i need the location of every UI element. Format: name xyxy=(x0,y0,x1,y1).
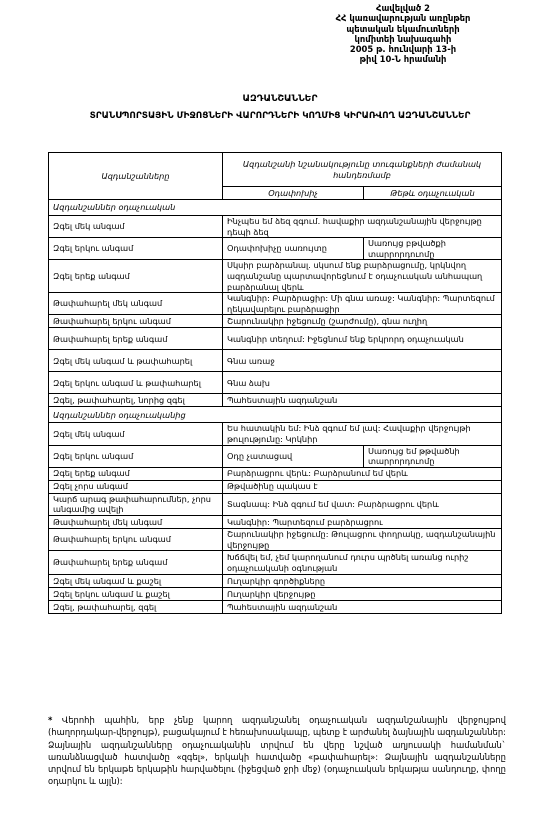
signal-cell: Թափահարել երկու անգամ xyxy=(49,315,223,328)
table-row xyxy=(49,528,502,550)
table-row xyxy=(49,445,502,467)
table-row xyxy=(49,588,502,601)
meaning-cell: Թթվածինը պակաս է xyxy=(223,480,502,493)
signal-cell: Զգել մեկ անգամ xyxy=(49,216,223,238)
meaning-cell: Պահեստային ազդանշան xyxy=(223,601,502,614)
meaning-cell: Խճճվել եմ, չեմ կարողանում դուրս պրծնել առանց ուրիշ օդաչուականի օգնության xyxy=(223,551,502,575)
appendix-line: կոմիտեի նախագահի xyxy=(354,33,452,44)
section-row xyxy=(49,407,502,423)
meaning-cell: Շարունակիր իջեցումը: Թուլացրու փողրակը, ազդանշանային վերջույթը xyxy=(223,528,502,550)
header-signals: Ազդանշանները xyxy=(49,153,223,200)
section-title: Ազդանշաններ օդաչուական xyxy=(49,200,502,216)
meaning-cell: Կանգնիր տեղում: Իջեցնում ենք երկրորդ օդաչուական xyxy=(223,328,502,350)
table-row xyxy=(49,216,502,238)
table-row xyxy=(49,575,502,588)
table-row xyxy=(49,493,502,515)
meaning-cell: Կանգնիր: Պարտեզում բարձրացրու xyxy=(223,515,502,528)
signal-cell: Զգել երեք անգամ xyxy=(49,467,223,480)
meaning-cell: Կանգնիր: Բարձրացիր: Մի գնա առաջ: Կանգնիր: Պարտեզում ղեկավարելու բարձրացիր xyxy=(223,293,502,315)
signal-cell: Զգել երկու անգամ xyxy=(49,238,223,260)
appendix-line: թիվ 10-Ն հրամանի xyxy=(359,54,447,65)
document-title: ԱԶԴԱՆՇԱՆՆԵՐ xyxy=(242,93,318,104)
header-sub-2: Թեթև օդաչուական xyxy=(364,187,502,200)
footnote-text: Վերոհի պահին, երբ չենք կարող ազդանշանել օդաչուական ազդանշանային վերջույթով (հաղորդակար-վերջույթ), բացակայում է հեռախոսակապը, պետք է արժանել ձայնային ազդանշաններ: Ձայնային ազդանշանները օդաչուականին տրվում են վերը նշված աղյուսակի համանման` առանձնացված հատվածը «զգել», երկակի հատվածը «թափահարել»: Ձայնային ազդանշանները տրվում են երկաթե երկաթին հարվածելու (իջեցված ջրի մեջ) (օդաչուական երկաթյա սանդուղք, փողը օդարկու և այլն): xyxy=(48,715,506,787)
signal-cell: Զգել երկու անգամ և թափահարել xyxy=(49,372,223,394)
signals-table xyxy=(48,152,502,614)
meaning-cell: Օդափոխիչը սառույտը xyxy=(223,238,364,260)
appendix-line: պետական եկամուտների xyxy=(346,23,460,34)
table-row xyxy=(49,423,502,445)
header-sub-1: Օդափոխիչ xyxy=(223,187,364,200)
signal-cell: Կարճ արագ թափահարումներ, չորս անգամից ավելի xyxy=(49,493,223,515)
footnote xyxy=(48,714,506,788)
meaning-cell-secondary: Սառույց եմ թթվածնի տարրորդուոմը xyxy=(364,445,502,467)
meaning-cell: Բարձրացրու վերև: Բարձրանում եմ վերև xyxy=(223,467,502,480)
meaning-cell: Գնա առաջ xyxy=(223,350,502,372)
document-subtitle: ՏՐԱՆՍՊՈՐՏԱՅԻՆ ՄԻՋՈՑՆԵՐԻ ՎԱՐՈՐԴՆԵՐԻ ԿՈՂՄԻՑ ԿԻՐԱՌՎՈՂ ԱԶԴԱՆՇԱՆՆԵՐ xyxy=(89,111,471,121)
meaning-cell: Շարունակիր իջեցումը (շարժումը), գնա ուղիղ xyxy=(223,315,502,328)
signal-cell: Զգել մեկ անգամ և թափահարել xyxy=(49,350,223,372)
section-title: Ազդանշաններ օդաչուականից xyxy=(49,407,502,423)
table-row xyxy=(49,328,502,350)
section-row xyxy=(49,200,502,216)
signal-cell: Զգել մեկ անգամ xyxy=(49,423,223,445)
signal-cell: Զգել երկու անգամ և քաշել xyxy=(49,588,223,601)
signal-cell: Զգել, թափահարել, զգել xyxy=(49,601,223,614)
appendix-line: ՀՀ կառավարության առընթեր xyxy=(335,13,471,24)
meaning-cell: Օդը չատացավ xyxy=(223,445,364,467)
signal-cell: Թափահարել երեք անգամ xyxy=(49,551,223,575)
table-row xyxy=(49,467,502,480)
table-row xyxy=(49,551,502,575)
signal-cell: Զգել երեք անգամ xyxy=(49,260,223,293)
table-row xyxy=(49,350,502,372)
meaning-cell: Ուղարկիր վերջույթը xyxy=(223,588,502,601)
table-row xyxy=(49,260,502,293)
table-row xyxy=(49,515,502,528)
signal-cell: Զգել մեկ անգամ և քաշել xyxy=(49,575,223,588)
header-meaning: Ազդանշանի նշանակությունը տուգանքների ժամանակ հանդեռմամբ xyxy=(223,153,502,187)
table-row xyxy=(49,480,502,493)
meaning-cell: Ես հատակին եմ: Ինձ զգում եմ լավ: Հավաքիր վերջույթի թուլությունը: Կրկնիր xyxy=(223,423,502,445)
meaning-cell: Սկսիր բարձրանալ. սկսում ենք բարձրացումը, կրկնվող ազդանշանը պարտավորեցնում է օդաչուական անհապաղ բարձրանալ վերև xyxy=(223,260,502,293)
signal-cell: Զգել, թափահարել, նորից զգել xyxy=(49,394,223,407)
meaning-cell: Ինչպես եմ ձեզ զգում. հավաքիր ազդանշանային վերջույթը դեպի ձեզ xyxy=(223,216,502,238)
signal-cell: Թափահարել մեկ անգամ xyxy=(49,515,223,528)
signal-cell: Թափահարել երկու անգամ xyxy=(49,528,223,550)
meaning-cell: Գնա ձախ xyxy=(223,372,502,394)
meaning-cell-secondary: Սառույց բթվածքի տարրորդուոմը xyxy=(364,238,502,260)
appendix-line: 2005 թ. հունվարի 13-ի xyxy=(349,44,457,55)
table-row xyxy=(49,372,502,394)
appendix-line: Հավելված 2 xyxy=(376,3,430,13)
table-row xyxy=(49,293,502,315)
signal-cell: Զգել չորս անգամ xyxy=(49,480,223,493)
meaning-cell: Ուղարկիր գործիքները xyxy=(223,575,502,588)
meaning-cell: Տագնապ: Ինձ զգում եմ վատ: Բարձրացրու վերև xyxy=(223,493,502,515)
table-row xyxy=(49,601,502,614)
signal-cell: Զգել երկու անգամ xyxy=(49,445,223,467)
signal-cell: Թափահարել մեկ անգամ xyxy=(49,293,223,315)
table-row xyxy=(49,238,502,260)
table-header-row xyxy=(49,153,502,187)
table-row xyxy=(49,394,502,407)
signal-cell: Թափահարել երեք անգամ xyxy=(49,328,223,350)
appendix-reference xyxy=(318,3,488,65)
table-row xyxy=(49,315,502,328)
footnote-mark: * xyxy=(48,715,53,725)
meaning-cell: Պահեստային ազդանշան xyxy=(223,394,502,407)
